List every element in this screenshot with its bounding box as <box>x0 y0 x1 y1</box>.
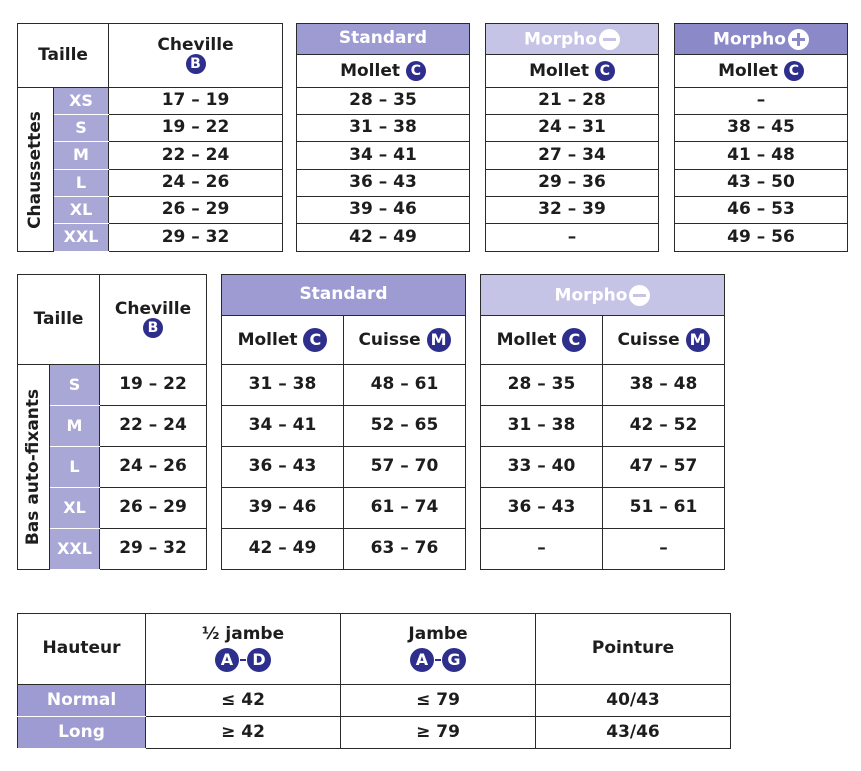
height-row-normal-label: Normal <box>18 685 146 717</box>
calf-label: Mollet <box>496 330 557 350</box>
stockings-standard-title: Standard <box>222 275 466 316</box>
stockings-ankle-xxl: 29 – 32 <box>100 529 207 570</box>
stockings-morpho-minus-calf-value: 33 – 40 <box>481 447 603 488</box>
stockings-ankle-m: 22 – 24 <box>100 406 207 447</box>
socks-morpho-minus-calf-header <box>486 55 659 88</box>
stockings-size-xxl: XXL <box>50 529 100 570</box>
socks-standard-value: 28 – 35 <box>297 88 470 115</box>
stockings-size-table <box>17 274 207 570</box>
stockings-standard-table <box>221 274 466 570</box>
socks-ankle-xxl: 29 – 32 <box>109 224 283 252</box>
stockings-standard-calf-value: 31 – 38 <box>222 365 344 406</box>
socks-standard-value: 36 – 43 <box>297 170 470 197</box>
stockings-ankle-xl: 26 – 29 <box>100 488 207 529</box>
half-leg-normal: ≤ 42 <box>146 685 341 717</box>
badge-c-icon: C <box>406 61 426 81</box>
socks-ankle-label: Cheville <box>157 34 234 55</box>
badge-d-icon: D <box>247 648 271 672</box>
socks-morpho-minus-value: 32 – 39 <box>486 197 659 224</box>
badge-g-icon: G <box>442 648 466 672</box>
stockings-standard-calf-value: 34 – 41 <box>222 406 344 447</box>
half-leg-label: ½ jambe <box>201 624 285 645</box>
socks-morpho-minus-value: – <box>486 224 659 252</box>
stockings-ankle-header <box>100 275 207 365</box>
stockings-standard-thigh-value: 63 – 76 <box>344 529 466 570</box>
socks-morpho-plus-value: 41 – 48 <box>675 142 848 170</box>
socks-size-xxl: XXL <box>54 224 109 252</box>
socks-standard-title: Standard <box>297 24 470 55</box>
socks-morpho-minus-title <box>486 24 659 55</box>
socks-morpho-minus-value: 24 – 31 <box>486 115 659 142</box>
half-leg-header <box>146 614 341 685</box>
socks-morpho-plus-value: 38 – 45 <box>675 115 848 142</box>
stockings-standard-calf-value: 39 – 46 <box>222 488 344 529</box>
minus-circle-icon <box>599 29 620 50</box>
socks-ankle-s: 19 – 22 <box>109 115 283 142</box>
minus-circle-icon <box>629 285 650 306</box>
badge-c-icon: C <box>562 328 586 352</box>
dash-icon <box>435 659 441 661</box>
stockings-size-s: S <box>50 365 100 406</box>
badge-a-icon: A <box>215 648 239 672</box>
socks-morpho-plus-table <box>674 23 848 252</box>
stockings-standard-thigh-value: 61 – 74 <box>344 488 466 529</box>
stockings-size-l: L <box>50 447 100 488</box>
socks-standard-value: 39 – 46 <box>297 197 470 224</box>
socks-ankle-l: 24 – 26 <box>109 170 283 197</box>
socks-morpho-minus-table <box>485 23 659 252</box>
morpho-label: Morpho <box>524 29 597 49</box>
stockings-size-header: Taille <box>18 275 100 365</box>
socks-morpho-plus-calf-header <box>675 55 848 88</box>
half-leg-long: ≥ 42 <box>146 717 341 749</box>
socks-ankle-xl: 26 – 29 <box>109 197 283 224</box>
height-row-long-label: Long <box>18 717 146 749</box>
badge-m-icon: M <box>427 328 451 352</box>
badge-c-icon: C <box>303 328 327 352</box>
leg-label: Jambe <box>408 624 468 645</box>
leg-long: ≥ 79 <box>341 717 536 749</box>
calf-label: Mollet <box>718 61 778 81</box>
stockings-standard-thigh-value: 52 – 65 <box>344 406 466 447</box>
plus-circle-icon <box>788 29 809 50</box>
height-header: Hauteur <box>18 614 146 685</box>
calf-label: Mollet <box>237 330 298 350</box>
thigh-label: Cuisse <box>617 330 680 350</box>
dash-icon <box>240 659 246 661</box>
stockings-category-label: Bas auto-fixants <box>18 365 50 570</box>
socks-standard-table <box>296 23 470 252</box>
socks-morpho-minus-value: 29 – 36 <box>486 170 659 197</box>
morpho-label: Morpho <box>554 285 628 305</box>
stockings-morpho-minus-table <box>480 274 725 570</box>
stockings-ankle-s: 19 – 22 <box>100 365 207 406</box>
badge-c-icon: C <box>784 61 804 81</box>
socks-morpho-minus-value: 21 – 28 <box>486 88 659 115</box>
stockings-morpho-minus-calf-value: – <box>481 529 603 570</box>
badge-b-icon: B <box>186 54 206 74</box>
socks-morpho-plus-title <box>675 24 848 55</box>
stockings-morpho-minus-thigh-value: 42 – 52 <box>603 406 725 447</box>
stockings-size-xl: XL <box>50 488 100 529</box>
badge-m-icon: M <box>686 328 710 352</box>
calf-label: Mollet <box>529 61 589 81</box>
socks-ankle-m: 22 – 24 <box>109 142 283 170</box>
socks-size-table <box>17 23 283 252</box>
badge-b-icon: B <box>143 318 163 338</box>
stockings-size-m: M <box>50 406 100 447</box>
socks-size-header: Taille <box>18 24 109 88</box>
stockings-ankle-l: 24 – 26 <box>100 447 207 488</box>
socks-ankle-header <box>109 24 283 88</box>
badge-c-icon: C <box>595 61 615 81</box>
stockings-standard-thigh-value: 48 – 61 <box>344 365 466 406</box>
socks-size-l: L <box>54 170 109 197</box>
socks-standard-calf-header <box>297 55 470 88</box>
morpho-label: Morpho <box>713 29 786 49</box>
leg-header <box>341 614 536 685</box>
shoe-normal: 40/43 <box>536 685 731 717</box>
shoe-size-header: Pointure <box>536 614 731 685</box>
thigh-label: Cuisse <box>358 330 421 350</box>
badge-a-icon: A <box>410 648 434 672</box>
stockings-morpho-minus-calf-header <box>481 316 603 365</box>
stockings-morpho-minus-thigh-value: – <box>603 529 725 570</box>
stockings-morpho-minus-thigh-header <box>603 316 725 365</box>
stockings-standard-calf-value: 36 – 43 <box>222 447 344 488</box>
socks-category-label: Chaussettes <box>18 88 54 252</box>
stockings-standard-calf-header <box>222 316 344 365</box>
socks-ankle-xs: 17 – 19 <box>109 88 283 115</box>
socks-morpho-minus-value: 27 – 34 <box>486 142 659 170</box>
socks-morpho-plus-value: 49 – 56 <box>675 224 848 252</box>
calf-label: Mollet <box>340 61 400 81</box>
stockings-ankle-label: Cheville <box>114 298 192 319</box>
socks-morpho-plus-value: 43 – 50 <box>675 170 848 197</box>
stockings-morpho-minus-thigh-value: 38 – 48 <box>603 365 725 406</box>
socks-size-xs: XS <box>54 88 109 115</box>
stockings-standard-calf-value: 42 – 49 <box>222 529 344 570</box>
stockings-morpho-minus-calf-value: 31 – 38 <box>481 406 603 447</box>
socks-standard-value: 34 – 41 <box>297 142 470 170</box>
stockings-morpho-minus-calf-value: 28 – 35 <box>481 365 603 406</box>
shoe-long: 43/46 <box>536 717 731 749</box>
socks-morpho-plus-value: 46 – 53 <box>675 197 848 224</box>
socks-standard-value: 42 – 49 <box>297 224 470 252</box>
stockings-morpho-minus-calf-value: 36 – 43 <box>481 488 603 529</box>
stockings-morpho-minus-title <box>481 275 725 316</box>
stockings-morpho-minus-thigh-value: 51 – 61 <box>603 488 725 529</box>
socks-size-m: M <box>54 142 109 170</box>
stockings-standard-thigh-header <box>344 316 466 365</box>
leg-normal: ≤ 79 <box>341 685 536 717</box>
stockings-morpho-minus-thigh-value: 47 – 57 <box>603 447 725 488</box>
socks-standard-value: 31 – 38 <box>297 115 470 142</box>
socks-morpho-plus-value: – <box>675 88 848 115</box>
socks-size-xl: XL <box>54 197 109 224</box>
socks-size-s: S <box>54 115 109 142</box>
stockings-standard-thigh-value: 57 – 70 <box>344 447 466 488</box>
height-table <box>17 613 731 749</box>
